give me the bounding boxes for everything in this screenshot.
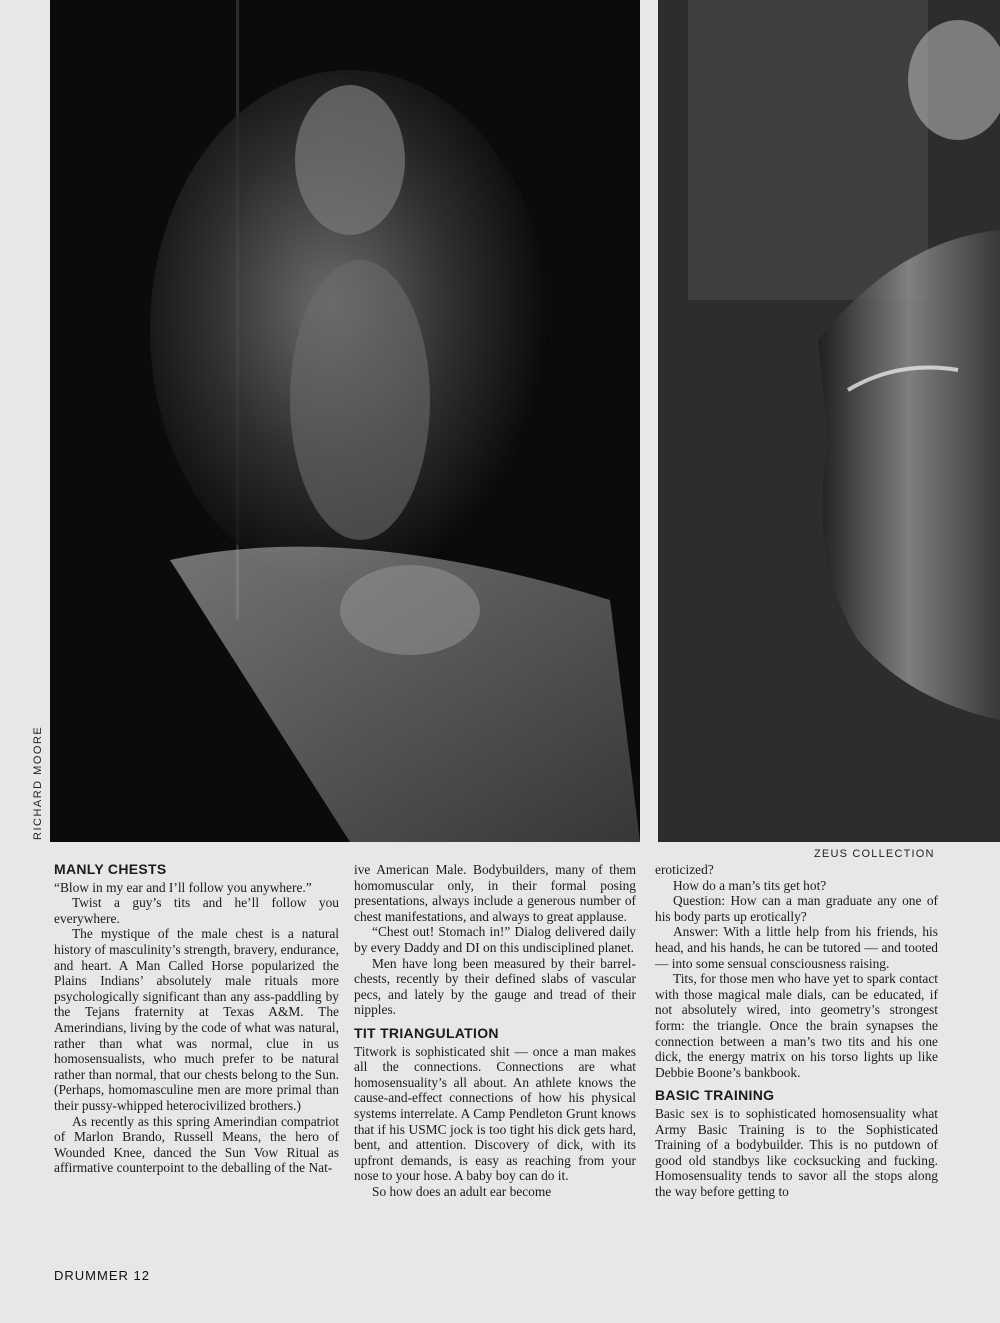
- section-heading-tit-triangulation: TIT TRIANGULATION: [354, 1024, 499, 1041]
- page-folio: DRUMMER 12: [54, 1268, 150, 1283]
- paragraph: “Blow in my ear and I’ll follow you anywhere.”: [54, 879, 312, 895]
- paragraph: So how does an adult ear become: [372, 1183, 552, 1199]
- paragraph: Basic sex is to sophisticated homosensuality what Army Basic Training is to the Sophisticated Training of a bodybuilder. This is no putdown of good old standbys like cocksucking and fucking. Homosensuality tends to savor all the stops along the way before getting to: [655, 1105, 938, 1199]
- paragraph: Tits, for those men who have yet to spark contact with those magical male dials, can be educated, if not absolutely wired, into geometry’s strongest form: the triangle. Once the brain synapses the connection between a man’s two tits and his one dick, the energy matrix on his torso lights up like Debbie Boone’s bankbook.: [655, 971, 938, 1080]
- article-column-1: [54, 862, 339, 1176]
- left-photograph: [50, 0, 640, 842]
- paragraph: How do a man’s tits get hot?: [673, 877, 827, 893]
- section-heading-manly-chests: MANLY CHESTS: [54, 861, 167, 877]
- paragraph: The mystique of the male chest is a natural history of masculinity’s strength, bravery, endurance, and heart. A Man Called Horse popularized the Plains Indians’ absolutely male rituals more psychologically significant than any ass-paddling by the Tejans fraternity at Texas A&M. The Amerindians, living by the code of what was natural, rather than what was normal, clue in us homosensualists, who much prefer to be natural rather than normal, that our chests belong to the Sun. (Perhaps, homomasculine men are more primal than their pussy-whipped heterocivilized brothers.): [54, 926, 339, 1113]
- paragraph: Men have long been measured by their barrel-chests, recently by their defined slabs of vascular pecs, and lately by the gauge and tread of their nipples.: [354, 955, 636, 1018]
- paragraph: Question: How can a man graduate any one of his body parts up erotically?: [655, 893, 938, 924]
- article-column-2: [354, 862, 636, 1199]
- paragraph: “Chest out! Stomach in!” Dialog delivered daily by every Daddy and DI on this undisciplined planet.: [354, 924, 636, 955]
- photo-credit-left: RICHARD MOORE: [32, 725, 44, 840]
- paragraph: ive American Male. Bodybuilders, many of them homomuscular only, in their formal posing presentations, always include a generous number of chest manifestations, and always to great applause.: [354, 862, 636, 924]
- section-heading-basic-training: BASIC TRAINING: [655, 1087, 775, 1104]
- paragraph: As recently as this spring Amerindian compatriot of Marlon Brando, Russell Means, the hero of Wounded Knee, danced the Sun Vow Ritual as affirmative counterpoint to the deballing of the Nat-: [54, 1113, 339, 1176]
- paragraph: Twist a guy’s tits and he’ll follow you everywhere.: [54, 895, 339, 926]
- paragraph: Titwork is sophisticated shit — once a man makes all the connections. Connections are what homosensuality’s all about. An athlete knows the cause-and-effect connections of how his physical systems interrelate. A Camp Pendleton Grunt knows that if his USMC jock is too tight his dick gets hard, bent, and attention. Discovery of dick, with its upfront demands, is easy as reaching from your nose to your hose. A baby boy can do it.: [354, 1043, 636, 1184]
- right-photograph: [658, 0, 1000, 842]
- paragraph: eroticized?: [655, 862, 714, 877]
- article-column-3: [655, 862, 938, 1199]
- paragraph: Answer: With a little help from his friends, his head, and his hands, he can be tutored — and tooted — into some sensual consciousness raising.: [655, 924, 938, 971]
- photo-credit-right: ZEUS COLLECTION: [814, 848, 935, 860]
